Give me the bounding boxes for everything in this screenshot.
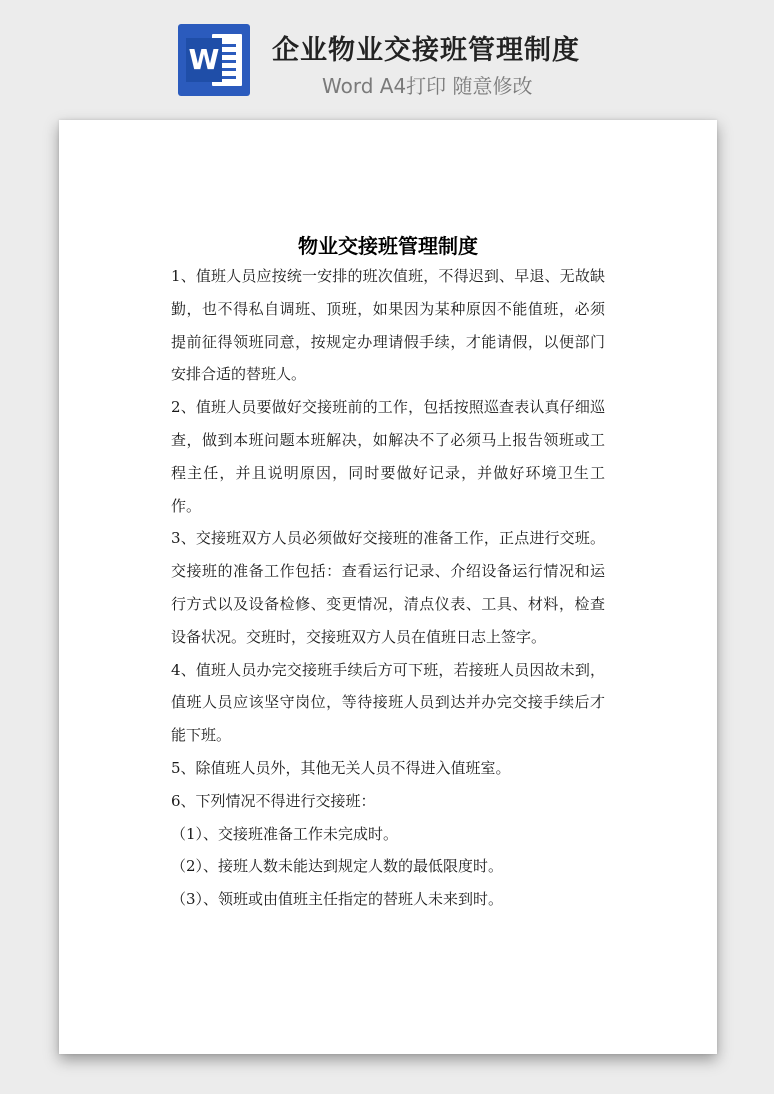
sub-item-3: （3）、领班或由值班主任指定的替班人未来到时。 [171, 890, 504, 909]
paragraph-6: 6、下列情况不得进行交接班： [171, 791, 376, 810]
sub-item-2: （2）、接班人数未能达到规定人数的最低限度时。 [171, 857, 504, 876]
paragraph-5: 5、除值班人员外，其他无关人员不得进入值班室。 [171, 758, 511, 777]
sub-item-1: （1）、交接班准备工作未完成时。 [171, 824, 399, 843]
banner-subtitle: Word A4打印 随意修改 [322, 74, 533, 98]
document-page [59, 120, 717, 1054]
banner-title: 企业物业交接班管理制度 [272, 35, 580, 66]
paragraph-3: 3、交接班双方人员必须做好交接班的准备工作，正点进行交班。交接班的准备工作包括：查看运行记录、介绍设备运行情况和运行方式以及设备检修、变更情况，清点仪表、工具、材料，检查设备状况。交班时，交接班双方人员在值班日志上签字。 [171, 529, 605, 646]
document-body [171, 260, 605, 916]
word-icon-letter: W [186, 38, 222, 82]
paragraph-1: 1、值班人员应按统一安排的班次值班，不得迟到、早退、无故缺勤，也不得私自调班、顶班，如果因为某种原因不能值班，必须提前征得领班同意，按规定办理请假手续，才能请假，以便部门安排合适的替班人。 [171, 267, 605, 384]
document-title: 物业交接班管理制度 [298, 234, 478, 258]
header-banner [0, 0, 774, 118]
paragraph-2: 2、值班人员要做好交接班前的工作，包括按照巡查表认真仔细巡查，做到本班问题本班解决，如解决不了必须马上报告领班或工程主任，并且说明原因，同时要做好记录，并做好环境卫生工作。 [171, 398, 605, 515]
paragraph-4: 4、值班人员办完交接班手续后方可下班，若接班人员因故未到，值班人员应该坚守岗位，等待接班人员到达并办完交接手续后才能下班。 [171, 660, 605, 745]
word-icon [178, 24, 250, 96]
